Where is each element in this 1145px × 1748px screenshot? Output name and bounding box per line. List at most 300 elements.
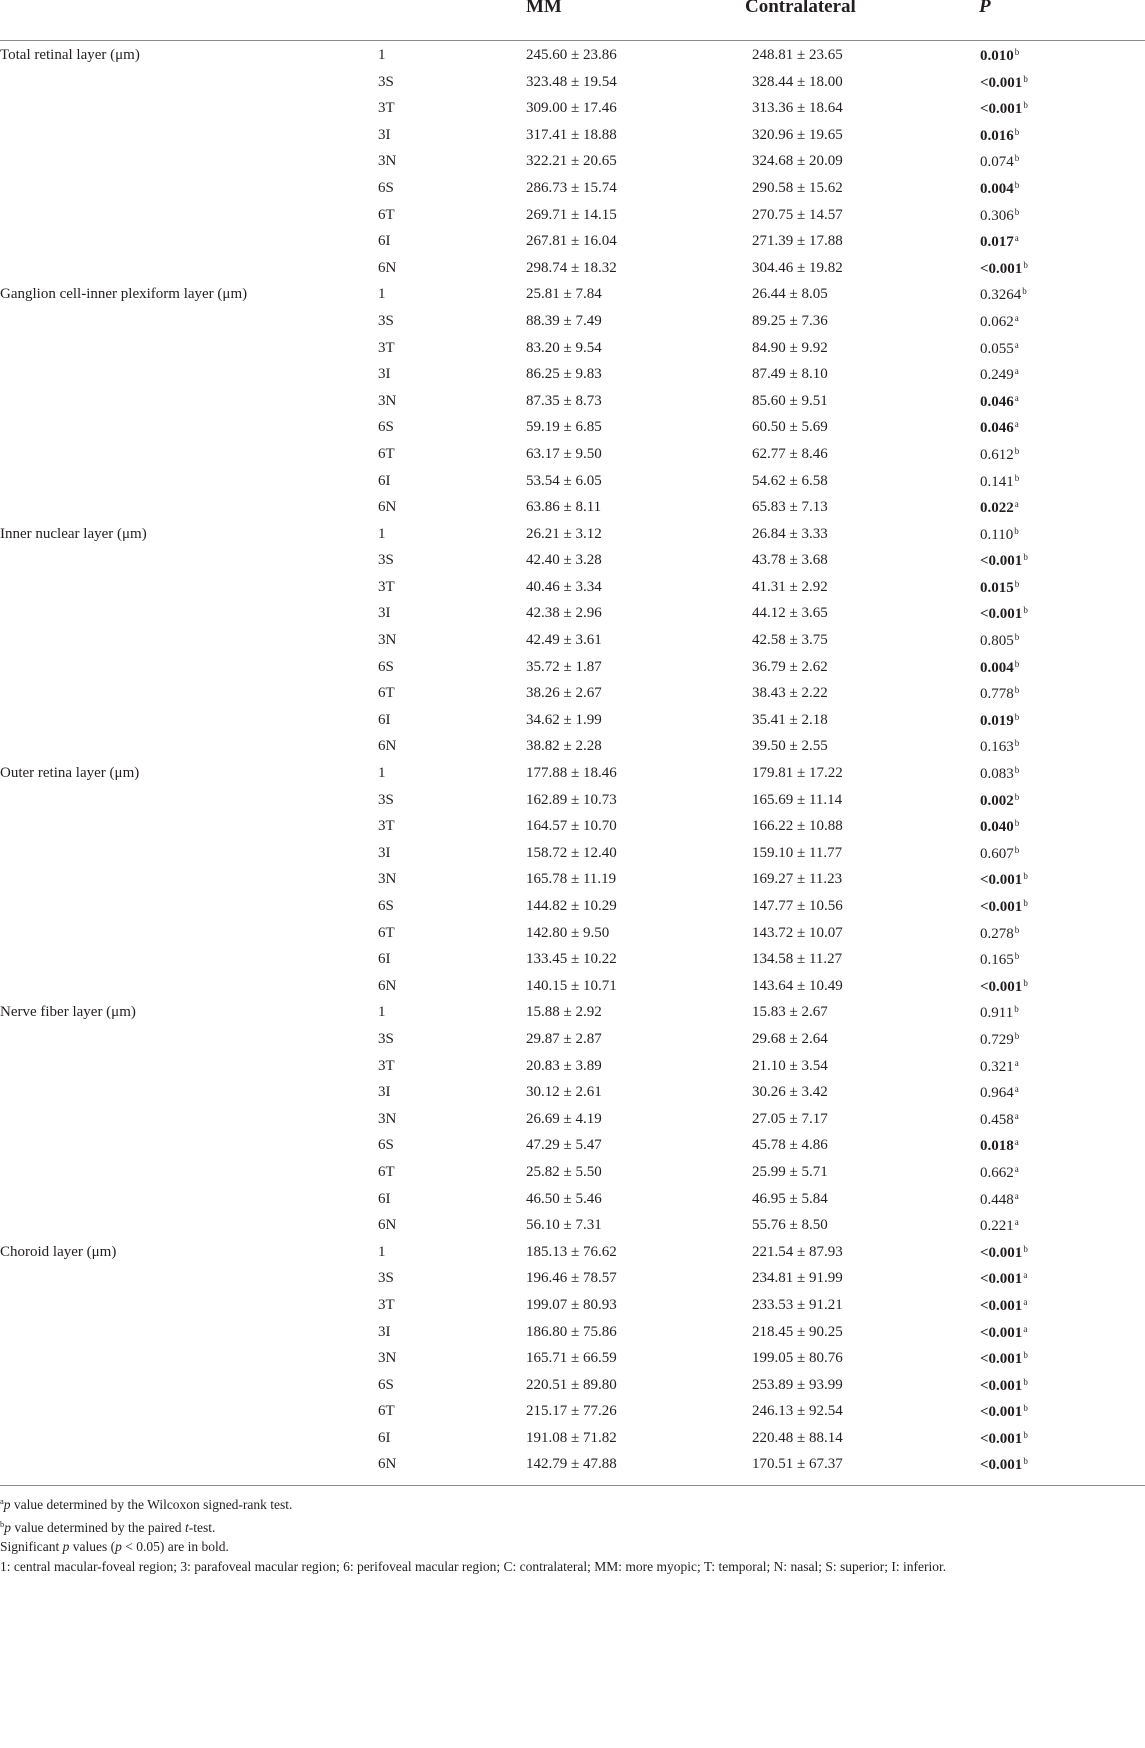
p-value-test-mark: b — [1023, 1376, 1028, 1387]
mm-value-cell: 215.17 ± 77.26 — [526, 1403, 617, 1420]
footnote-b: $^b$p value determined by the paired t-test. — [0, 1518, 216, 1535]
p-value-cell — [980, 419, 1019, 437]
p-value: 0.249 — [980, 367, 1014, 384]
p-value-test-mark: a — [1014, 339, 1019, 350]
mm-value-cell: 42.38 ± 2.96 — [526, 605, 602, 622]
mm-value-cell: 63.86 ± 8.11 — [526, 499, 602, 516]
region-cell: 6S — [378, 658, 394, 675]
p-value: 0.074 — [980, 154, 1014, 171]
contralateral-value-cell: 328.44 ± 18.00 — [752, 73, 843, 90]
table-row — [0, 496, 1145, 523]
contralateral-value-cell: 39.50 ± 2.55 — [752, 738, 828, 755]
region-cell: 6N — [378, 977, 397, 994]
p-value: 0.004 — [980, 180, 1014, 197]
p-value-cell — [980, 605, 1028, 623]
p-value: 0.662 — [980, 1164, 1014, 1181]
p-value-test-mark: a — [1014, 312, 1019, 323]
contralateral-value-cell: 166.22 ± 10.88 — [752, 818, 843, 835]
contralateral-value-cell: 60.50 ± 5.69 — [752, 419, 828, 436]
p-value-test-mark: b — [1023, 1456, 1028, 1467]
region-cell: 3I — [378, 844, 391, 861]
p-value: <0.001 — [980, 260, 1023, 277]
table-row — [0, 975, 1145, 1002]
table-row — [0, 1427, 1145, 1454]
column-header-contralateral: Contralateral — [745, 0, 856, 17]
region-cell: 6N — [378, 1456, 397, 1473]
contralateral-value-cell: 55.76 ± 8.50 — [752, 1217, 828, 1234]
contralateral-value-cell: 218.45 ± 90.25 — [752, 1323, 843, 1340]
p-value-cell — [980, 659, 1019, 677]
p-value-cell — [980, 1270, 1027, 1288]
table-row — [0, 470, 1145, 497]
p-value-test-mark: a — [1014, 1057, 1019, 1068]
p-value-test-mark: b — [1023, 977, 1028, 988]
p-value: 0.607 — [980, 845, 1014, 862]
region-cell: 6N — [378, 738, 397, 755]
region-cell: 3N — [378, 1110, 397, 1127]
table-row — [0, 1267, 1145, 1294]
table-row — [0, 257, 1145, 284]
region-cell: 3N — [378, 153, 397, 170]
p-value: 0.110 — [980, 526, 1014, 543]
table-row — [0, 97, 1145, 124]
p-value-test-mark: b — [1014, 445, 1020, 456]
table-row — [0, 363, 1145, 390]
p-value-test-mark: b — [1023, 1350, 1028, 1361]
region-cell: 3S — [378, 1030, 394, 1047]
region-cell: 3N — [378, 632, 397, 649]
p-value: 0.458 — [980, 1111, 1014, 1128]
p-value-cell — [980, 1244, 1028, 1262]
p-value-cell — [980, 1456, 1028, 1474]
p-value-test-mark: b — [1014, 632, 1020, 643]
p-value-cell — [980, 1031, 1019, 1049]
table-row — [0, 71, 1145, 98]
contralateral-value-cell: 320.96 ± 19.65 — [752, 126, 843, 143]
contralateral-value-cell: 234.81 ± 91.99 — [752, 1270, 843, 1287]
mm-value-cell: 46.50 ± 5.46 — [526, 1190, 602, 1207]
table-row — [0, 1400, 1145, 1427]
p-value-cell — [980, 951, 1019, 969]
table-row — [0, 204, 1145, 231]
p-value: <0.001 — [980, 1404, 1023, 1421]
table-row — [0, 337, 1145, 364]
group-label: Inner nuclear layer (μm) — [0, 525, 147, 542]
p-value-cell — [980, 1137, 1019, 1155]
table-row — [0, 789, 1145, 816]
p-value-test-mark: b — [1023, 1403, 1028, 1414]
table-row — [0, 549, 1145, 576]
p-value-cell — [980, 313, 1019, 331]
mm-value-cell: 42.49 ± 3.61 — [526, 632, 602, 649]
p-value-cell — [980, 74, 1028, 92]
p-value-cell — [980, 685, 1019, 703]
p-value: 0.040 — [980, 819, 1014, 836]
p-value: 0.046 — [980, 420, 1014, 437]
mm-value-cell: 142.79 ± 47.88 — [526, 1456, 617, 1473]
table-row — [0, 895, 1145, 922]
table-header — [0, 0, 1145, 41]
contralateral-value-cell: 87.49 ± 8.10 — [752, 366, 828, 383]
contralateral-value-cell: 134.58 ± 11.27 — [752, 951, 843, 968]
p-value: 0.046 — [980, 393, 1014, 410]
contralateral-value-cell: 65.83 ± 7.13 — [752, 499, 828, 516]
region-cell: 3I — [378, 366, 391, 383]
p-value-cell — [980, 153, 1019, 171]
p-value-cell — [980, 286, 1027, 304]
contralateral-value-cell: 42.58 ± 3.75 — [752, 632, 828, 649]
p-value: 0.321 — [980, 1058, 1014, 1075]
mm-value-cell: 25.82 ± 5.50 — [526, 1163, 602, 1180]
p-value-test-mark: b — [1014, 1030, 1020, 1041]
region-cell: 1 — [378, 525, 386, 542]
region-cell: 3N — [378, 392, 397, 409]
table-body — [0, 44, 1145, 1480]
p-value: <0.001 — [980, 1324, 1023, 1341]
mm-value-cell: 158.72 ± 12.40 — [526, 844, 617, 861]
mm-value-cell: 83.20 ± 9.54 — [526, 339, 602, 356]
p-value-cell — [980, 898, 1028, 916]
region-cell: 6I — [378, 1429, 391, 1446]
region-cell: 3N — [378, 871, 397, 888]
p-value-cell — [980, 818, 1019, 836]
p-value: <0.001 — [980, 978, 1023, 995]
p-value-test-mark: b — [1014, 179, 1020, 190]
p-value-test-mark: b — [1014, 738, 1020, 749]
p-value-test-mark: a — [1014, 499, 1019, 510]
p-value-cell — [980, 100, 1028, 118]
mm-value-cell: 196.46 ± 78.57 — [526, 1270, 617, 1287]
table-row — [0, 310, 1145, 337]
p-value-test-mark: b — [1014, 206, 1020, 217]
mm-value-cell: 133.45 ± 10.22 — [526, 951, 617, 968]
p-value-cell — [980, 845, 1019, 863]
contralateral-value-cell: 248.81 ± 23.65 — [752, 47, 843, 63]
group-label: Outer retina layer (μm) — [0, 765, 140, 782]
contralateral-value-cell: 89.25 ± 7.36 — [752, 312, 828, 329]
p-value-cell — [980, 180, 1019, 198]
table-row — [0, 443, 1145, 470]
p-value-test-mark: b — [1023, 605, 1028, 616]
p-value-test-mark: b — [1014, 791, 1020, 802]
contralateral-value-cell: 169.27 ± 11.23 — [752, 871, 843, 888]
contralateral-value-cell: 221.54 ± 87.93 — [752, 1243, 843, 1260]
mm-value-cell: 162.89 ± 10.73 — [526, 791, 617, 808]
p-value: 0.306 — [980, 207, 1014, 224]
contralateral-value-cell: 26.44 ± 8.05 — [752, 286, 828, 303]
p-value-test-mark: b — [1014, 1004, 1019, 1015]
p-value-cell — [980, 526, 1019, 544]
table-row — [0, 1214, 1145, 1241]
region-cell: 6N — [378, 1217, 397, 1234]
table-row — [0, 1241, 1145, 1268]
contralateral-value-cell: 143.72 ± 10.07 — [752, 924, 843, 941]
p-value: <0.001 — [980, 1297, 1023, 1314]
table-row — [0, 1028, 1145, 1055]
p-value-cell — [980, 1430, 1028, 1448]
p-value: 0.612 — [980, 446, 1014, 463]
p-value-cell — [980, 632, 1019, 650]
p-value-test-mark: b — [1023, 259, 1028, 270]
table-row — [0, 922, 1145, 949]
group-label: Ganglion cell-inner plexiform layer (μm) — [0, 286, 248, 303]
mm-value-cell: 199.07 ± 80.93 — [526, 1296, 617, 1313]
p-value-cell — [980, 1217, 1019, 1235]
contralateral-value-cell: 179.81 ± 17.22 — [752, 765, 843, 782]
contralateral-value-cell: 246.13 ± 92.54 — [752, 1403, 843, 1420]
table-row — [0, 1321, 1145, 1348]
table-row — [0, 44, 1145, 71]
table-bottom-rule — [0, 1485, 1145, 1486]
contralateral-value-cell: 84.90 ± 9.92 — [752, 339, 828, 356]
contralateral-value-cell: 29.68 ± 2.64 — [752, 1030, 828, 1047]
p-value-test-mark: a — [1014, 1084, 1019, 1095]
p-value-cell — [980, 499, 1019, 517]
table-row — [0, 1347, 1145, 1374]
mm-value-cell: 298.74 ± 18.32 — [526, 259, 617, 276]
p-value-test-mark: a — [1023, 1270, 1028, 1281]
p-value-cell — [980, 712, 1019, 730]
p-value: 0.911 — [980, 1005, 1014, 1022]
p-value: 0.062 — [980, 313, 1014, 330]
table-row — [0, 815, 1145, 842]
table-row — [0, 124, 1145, 151]
contralateral-value-cell: 233.53 ± 91.21 — [752, 1296, 843, 1313]
table-row — [0, 177, 1145, 204]
p-value: 0.017 — [980, 234, 1014, 251]
region-cell: 6I — [378, 951, 391, 968]
p-value-cell — [980, 340, 1019, 358]
p-value-cell — [980, 233, 1019, 251]
p-value: 0.004 — [980, 659, 1014, 676]
table-row — [0, 576, 1145, 603]
p-value: 0.278 — [980, 925, 1014, 942]
region-cell: 3N — [378, 1350, 397, 1367]
mm-value-cell: 323.48 ± 19.54 — [526, 73, 617, 90]
p-value-test-mark: a — [1014, 392, 1019, 403]
p-value-cell — [980, 1084, 1019, 1102]
region-cell: 3T — [378, 818, 395, 835]
p-value: 0.002 — [980, 792, 1014, 809]
p-value-test-mark: b — [1023, 100, 1028, 111]
contralateral-value-cell: 170.51 ± 67.37 — [752, 1456, 843, 1473]
p-value: <0.001 — [980, 1244, 1023, 1261]
region-cell: 6S — [378, 419, 394, 436]
p-value-test-mark: b — [1023, 1243, 1028, 1254]
footnote-significance: Significant p values (p < 0.05) are in bold. — [0, 1539, 229, 1554]
table-row — [0, 1161, 1145, 1188]
p-value: 0.448 — [980, 1191, 1014, 1208]
contralateral-value-cell: 290.58 ± 15.62 — [752, 179, 843, 196]
p-value-cell — [980, 871, 1028, 889]
contralateral-value-cell: 46.95 ± 5.84 — [752, 1190, 828, 1207]
p-value-test-mark: a — [1014, 419, 1019, 430]
p-value-cell — [980, 1297, 1027, 1315]
mm-value-cell: 220.51 ± 89.80 — [526, 1376, 617, 1393]
contralateral-value-cell: 21.10 ± 3.54 — [752, 1057, 828, 1074]
region-cell: 1 — [378, 1004, 386, 1021]
p-value-test-mark: a — [1014, 1163, 1019, 1174]
table-row — [0, 523, 1145, 550]
mm-value-cell: 63.17 ± 9.50 — [526, 445, 602, 462]
table-row — [0, 1055, 1145, 1082]
p-value-test-mark: a — [1014, 1110, 1019, 1121]
p-value: 0.165 — [980, 952, 1014, 969]
p-value: 0.055 — [980, 340, 1014, 357]
p-value: <0.001 — [980, 101, 1023, 118]
p-value: <0.001 — [980, 899, 1023, 915]
region-cell: 6T — [378, 1163, 395, 1180]
mm-value-cell: 191.08 ± 71.82 — [526, 1429, 617, 1446]
mm-value-cell: 40.46 ± 3.34 — [526, 578, 602, 595]
table-row — [0, 1374, 1145, 1401]
contralateral-value-cell: 30.26 ± 3.42 — [752, 1084, 828, 1101]
mm-value-cell: 35.72 ± 1.87 — [526, 658, 602, 675]
mm-value-cell: 30.12 ± 2.61 — [526, 1084, 602, 1101]
p-value-test-mark: b — [1023, 73, 1028, 84]
p-value-test-mark: b — [1014, 951, 1020, 962]
table-row — [0, 1081, 1145, 1108]
p-value-cell — [980, 1164, 1019, 1182]
p-value-cell — [980, 1004, 1019, 1022]
p-value-cell — [980, 1191, 1019, 1209]
p-value-test-mark: b — [1014, 578, 1020, 589]
column-header-p: P — [979, 0, 991, 17]
table-row — [0, 1108, 1145, 1135]
p-value: <0.001 — [980, 1271, 1023, 1288]
p-value-test-mark: a — [1014, 366, 1019, 377]
contralateral-value-cell: 26.84 ± 3.33 — [752, 525, 828, 542]
table-row — [0, 230, 1145, 257]
contralateral-value-cell: 220.48 ± 88.14 — [752, 1429, 843, 1446]
mm-value-cell: 47.29 ± 5.47 — [526, 1137, 602, 1154]
p-value-test-mark: a — [1014, 1217, 1019, 1228]
table-row — [0, 283, 1145, 310]
region-cell: 1 — [378, 1243, 386, 1260]
p-value-cell — [980, 393, 1019, 411]
p-value: <0.001 — [980, 1377, 1023, 1394]
p-value-test-mark: b — [1014, 685, 1020, 696]
region-cell: 3S — [378, 1270, 394, 1287]
footnote-abbreviations: 1: central macular-foveal region; 3: parafoveal macular region; 6: perifoveal macular region; C: contralateral; MM: more myopic; T: temporal; N: nasal; S: superior; I: inferior. — [0, 1558, 947, 1574]
region-cell: 6T — [378, 445, 395, 462]
mm-value-cell: 25.81 ± 7.84 — [526, 286, 602, 303]
mm-value-cell: 26.69 ± 4.19 — [526, 1110, 602, 1127]
table-row — [0, 656, 1145, 683]
p-value: 0.778 — [980, 686, 1014, 703]
table-row — [0, 868, 1145, 895]
region-cell: 3S — [378, 73, 394, 90]
region-cell: 6S — [378, 179, 394, 196]
mm-value-cell: 86.25 ± 9.83 — [526, 366, 602, 383]
contralateral-value-cell: 159.10 ± 11.77 — [752, 844, 843, 861]
region-cell: 3I — [378, 1084, 391, 1101]
mm-value-cell: 56.10 ± 7.31 — [526, 1217, 602, 1234]
table-row — [0, 682, 1145, 709]
group-label: Total retinal layer (μm) — [0, 47, 140, 63]
mm-value-cell: 186.80 ± 75.86 — [526, 1323, 617, 1340]
table-row — [0, 1188, 1145, 1215]
mm-value-cell: 26.21 ± 3.12 — [526, 525, 602, 542]
p-value: 0.964 — [980, 1085, 1014, 1102]
region-cell: 3T — [378, 578, 395, 595]
p-value: 0.018 — [980, 1138, 1014, 1155]
mm-value-cell: 38.26 ± 2.67 — [526, 685, 602, 702]
region-cell: 3T — [378, 339, 395, 356]
mm-value-cell: 286.73 ± 15.74 — [526, 179, 617, 196]
p-value-test-mark: b — [1014, 924, 1020, 935]
mm-value-cell: 245.60 ± 23.86 — [526, 47, 617, 63]
p-value: <0.001 — [980, 553, 1023, 570]
p-value: <0.001 — [980, 606, 1023, 623]
region-cell: 3S — [378, 791, 394, 808]
table-row — [0, 416, 1145, 443]
table-row — [0, 1453, 1145, 1480]
footnote-a: $^a$p value determined by the Wilcoxon signed-rank test. — [0, 1496, 293, 1512]
contralateral-value-cell: 313.36 ± 18.64 — [752, 100, 843, 117]
region-cell: 3T — [378, 1057, 395, 1074]
group-label: Nerve fiber layer (μm) — [0, 1004, 136, 1021]
p-value-cell — [980, 127, 1019, 145]
mm-value-cell: 88.39 ± 7.49 — [526, 312, 602, 329]
region-cell: 6T — [378, 924, 395, 941]
contralateral-value-cell: 45.78 ± 4.86 — [752, 1137, 828, 1154]
p-value-test-mark: a — [1023, 1296, 1028, 1307]
group-label: Choroid layer (μm) — [0, 1243, 117, 1260]
p-value-test-mark: b — [1023, 1429, 1028, 1440]
contralateral-value-cell: 54.62 ± 6.58 — [752, 472, 828, 489]
region-cell: 6S — [378, 898, 394, 914]
table-row — [0, 762, 1145, 789]
contralateral-value-cell: 165.69 ± 11.14 — [752, 791, 843, 808]
mm-value-cell: 38.82 ± 2.28 — [526, 738, 602, 755]
p-value: 0.022 — [980, 500, 1014, 517]
mm-value-cell: 42.40 ± 3.28 — [526, 552, 602, 569]
table-row — [0, 1294, 1145, 1321]
region-cell: 6I — [378, 1190, 391, 1207]
contralateral-value-cell: 15.83 ± 2.67 — [752, 1004, 828, 1021]
mm-value-cell: 185.13 ± 76.62 — [526, 1243, 617, 1260]
p-value: 0.015 — [980, 579, 1014, 596]
p-value: 0.019 — [980, 712, 1014, 729]
p-value-cell — [980, 765, 1019, 783]
contralateral-value-cell: 44.12 ± 3.65 — [752, 605, 828, 622]
p-value: 0.083 — [980, 766, 1014, 783]
mm-value-cell: 29.87 ± 2.87 — [526, 1030, 602, 1047]
mm-value-cell: 177.88 ± 18.46 — [526, 765, 617, 782]
p-value: 0.3264 — [980, 287, 1022, 304]
region-cell: 1 — [378, 47, 386, 63]
table-row — [0, 709, 1145, 736]
region-cell: 6S — [378, 1376, 394, 1393]
table-row — [0, 1134, 1145, 1161]
p-value: 0.805 — [980, 633, 1014, 650]
mm-value-cell: 309.00 ± 17.46 — [526, 100, 617, 117]
p-value: 0.141 — [980, 473, 1014, 490]
p-value-test-mark: b — [1023, 552, 1028, 563]
p-value-cell — [980, 738, 1019, 756]
contralateral-value-cell: 43.78 ± 3.68 — [752, 552, 828, 569]
p-value-test-mark: a — [1014, 1137, 1019, 1148]
p-value-cell — [980, 1403, 1028, 1421]
p-value: 0.016 — [980, 127, 1014, 144]
table-row — [0, 150, 1145, 177]
region-cell: 3I — [378, 1323, 391, 1340]
contralateral-value-cell: 270.75 ± 14.57 — [752, 206, 843, 223]
p-value-test-mark: b — [1014, 153, 1020, 164]
contralateral-value-cell: 85.60 ± 9.51 — [752, 392, 828, 409]
p-value-cell — [980, 260, 1028, 278]
